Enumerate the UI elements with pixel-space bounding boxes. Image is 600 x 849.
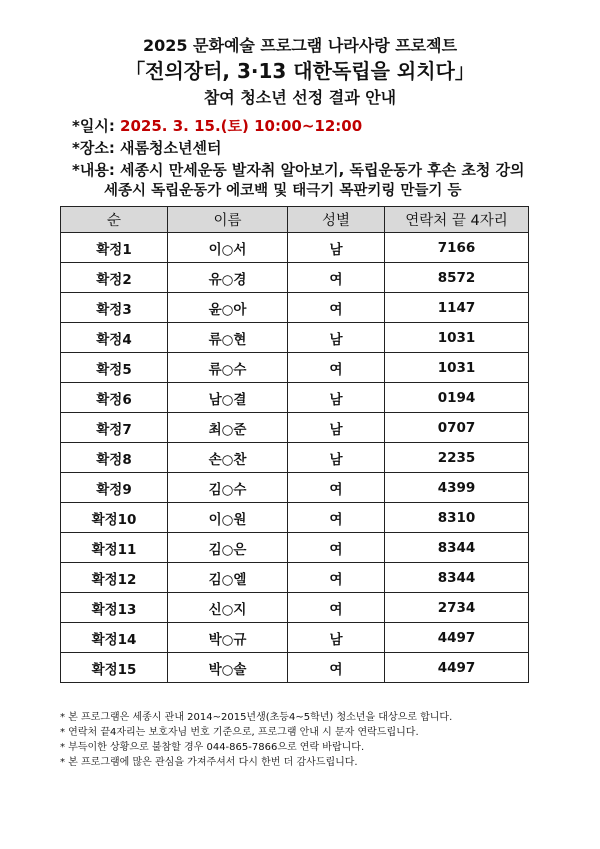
header-order: 순	[61, 207, 168, 233]
note-item: * 연락처 끝4자리는 보호자님 번호 기준으로, 프로그램 안내 시 문자 연락드립니다.	[60, 727, 419, 738]
cell-name: 박○솔	[168, 653, 288, 683]
result-notice-title: 참여 청소년 선정 결과 안내	[203, 88, 397, 107]
cell-name: 유○경	[168, 263, 288, 293]
cell-name: 김○은	[168, 533, 288, 563]
cell-gender: 남	[288, 233, 385, 263]
note-item: * 본 프로그램은 세종시 관내 2014~2015년생(초등4~5학년) 청소년을 대상으로 합니다.	[60, 712, 453, 723]
cell-order: 확정5	[61, 353, 168, 383]
cell-name: 김○수	[168, 473, 288, 503]
cell-order: 확정9	[61, 473, 168, 503]
cell-contact: 1147	[385, 293, 529, 323]
date-label: *일시:	[72, 117, 121, 135]
place-line: *장소: 새롬청소년센터	[72, 139, 222, 157]
cell-gender: 여	[288, 503, 385, 533]
cell-gender: 남	[288, 383, 385, 413]
cell-order: 확정10	[61, 503, 168, 533]
cell-gender: 여	[288, 563, 385, 593]
cell-gender: 여	[288, 533, 385, 563]
cell-name: 김○엘	[168, 563, 288, 593]
cell-gender: 여	[288, 263, 385, 293]
table-row	[61, 593, 529, 623]
content-line-2: 세종시 독립운동가 에코백 및 태극기 목판키링 만들기 등	[104, 183, 462, 199]
cell-gender: 여	[288, 353, 385, 383]
table-row	[61, 503, 529, 533]
cell-gender: 여	[288, 653, 385, 683]
cell-contact: 4497	[385, 623, 529, 653]
cell-order: 확정3	[61, 293, 168, 323]
cell-name: 손○찬	[168, 443, 288, 473]
cell-gender: 남	[288, 413, 385, 443]
table-row	[61, 353, 529, 383]
table-row	[61, 293, 529, 323]
cell-contact: 4399	[385, 473, 529, 503]
document-header	[0, 36, 600, 108]
cell-order: 확정14	[61, 623, 168, 653]
cell-contact: 2734	[385, 593, 529, 623]
cell-gender: 남	[288, 443, 385, 473]
cell-gender: 여	[288, 293, 385, 323]
cell-order: 확정1	[61, 233, 168, 263]
table-row	[61, 533, 529, 563]
cell-order: 확정6	[61, 383, 168, 413]
cell-name: 류○수	[168, 353, 288, 383]
cell-gender: 남	[288, 323, 385, 353]
cell-order: 확정8	[61, 443, 168, 473]
cell-name: 최○준	[168, 413, 288, 443]
table-row	[61, 623, 529, 653]
header-name: 이름	[168, 207, 288, 233]
cell-gender: 여	[288, 473, 385, 503]
cell-contact: 2235	[385, 443, 529, 473]
cell-order: 확정4	[61, 323, 168, 353]
table-body	[61, 233, 529, 683]
cell-name: 류○현	[168, 323, 288, 353]
cell-contact: 8572	[385, 263, 529, 293]
cell-contact: 8344	[385, 563, 529, 593]
cell-gender: 남	[288, 623, 385, 653]
header-gender: 성별	[288, 207, 385, 233]
content-line-1: *내용: 세종시 만세운동 발자취 알아보기, 독립운동가 후손 초청 강의	[72, 161, 525, 179]
cell-order: 확정11	[61, 533, 168, 563]
table-row	[61, 413, 529, 443]
notes-section	[60, 710, 540, 770]
cell-order: 확정2	[61, 263, 168, 293]
cell-order: 확정7	[61, 413, 168, 443]
program-title: 2025 문화예술 프로그램 나라사랑 프로젝트	[142, 36, 458, 55]
table-header-row	[61, 207, 529, 233]
cell-contact: 4497	[385, 653, 529, 683]
participant-table	[60, 206, 529, 683]
cell-contact: 1031	[385, 353, 529, 383]
table-row	[61, 383, 529, 413]
cell-order: 확정13	[61, 593, 168, 623]
cell-name: 이○서	[168, 233, 288, 263]
cell-order: 확정12	[61, 563, 168, 593]
cell-name: 윤○아	[168, 293, 288, 323]
date-value: 2025. 3. 15.(토)	[120, 117, 249, 135]
note-item: * 부득이한 상황으로 불참할 경우 044-865-7866으로 연락 바랍니다.	[60, 742, 365, 753]
cell-contact: 0707	[385, 413, 529, 443]
time-value: 10:00~12:00	[248, 117, 363, 135]
cell-name: 남○결	[168, 383, 288, 413]
note-item: * 본 프로그램에 많은 관심을 가져주셔서 다시 한번 더 감사드립니다.	[60, 757, 358, 768]
table-row	[61, 323, 529, 353]
cell-contact: 1031	[385, 323, 529, 353]
event-title: 「전의장터, 3·13 대한독립을 외치다」	[125, 59, 475, 83]
cell-name: 박○규	[168, 623, 288, 653]
header-contact: 연락처 끝 4자리	[385, 207, 529, 233]
date-line	[72, 116, 592, 136]
cell-order: 확정15	[61, 653, 168, 683]
table-row	[61, 263, 529, 293]
table-row	[61, 653, 529, 683]
cell-contact: 7166	[385, 233, 529, 263]
cell-gender: 여	[288, 593, 385, 623]
cell-name: 신○지	[168, 593, 288, 623]
table-row	[61, 233, 529, 263]
table-row	[61, 563, 529, 593]
table-row	[61, 473, 529, 503]
cell-contact: 8310	[385, 503, 529, 533]
cell-contact: 0194	[385, 383, 529, 413]
cell-name: 이○원	[168, 503, 288, 533]
cell-contact: 8344	[385, 533, 529, 563]
table-row	[61, 443, 529, 473]
